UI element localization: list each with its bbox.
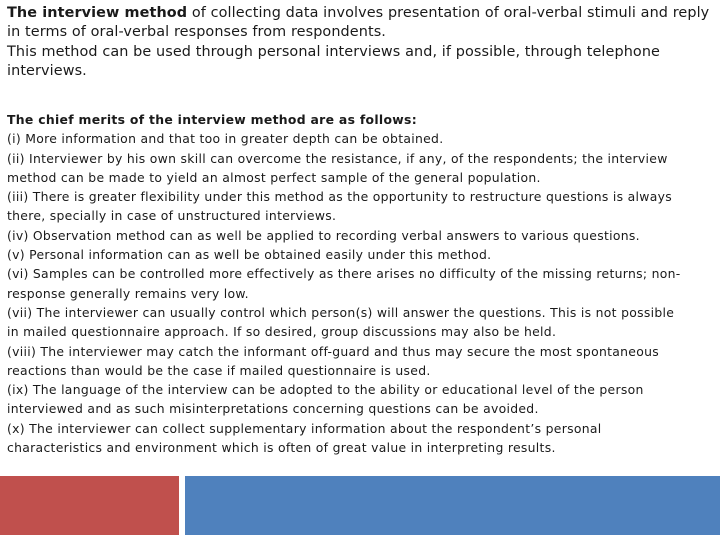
merit-item: (iv) Observation method can as well be applied to recording verbal answers to various questions. [7,227,640,243]
footer-bar-blue [185,476,720,535]
intro-block [7,4,715,81]
footer-bar-red [0,476,179,535]
merits-heading: The chief merits of the interview method are as follows: [7,112,417,127]
merit-item: (v) Personal information can as well be obtained easily under this method. [7,247,492,263]
merit-item: (iii) There is greater flexibility under this method as the opportunity to restructure questions is always there, specially in case of unstructured interviews. [7,189,672,224]
intro-paragraph-2: This method can be used through personal interviews and, if possible, through telephone interviews. [7,43,661,79]
merit-item: (x) The interviewer can collect supplementary information about the respondent’s personal characteristics and environment which is often of great value in interpreting results. [7,420,602,456]
merit-item: (ii) Interviewer by his own skill can overcome the resistance, if any, of the respondents; the interview method can be made to yield an almost perfect sample of the general population. [7,150,668,185]
footer-bar [0,476,720,535]
intro-lead: The interview method [7,5,188,21]
intro-paragraph [7,4,715,43]
merits-block [7,110,687,457]
intro-text: of collecting data involves presentation of oral-verbal stimuli and reply in terms of oral-verbal responses from respondents. [7,5,710,41]
merit-item: (vii) The interviewer can usually control which person(s) will answer the questions. This is not possible in mailed questionnaire approach. If so desired, group discussions may also be held. [7,304,675,340]
merit-item: (i) More information and that too in greater depth can be obtained. [7,131,444,147]
merit-item: (ix) The language of the interview can be adopted to the ability or educational level of the person interviewed and as such misinterpretations concerning questions can be avoided. [7,382,644,417]
merit-item: (viii) The interviewer may catch the informant off-guard and thus may secure the most spontaneous reactions than would be the case if mailed questionnaire is used. [7,343,660,378]
merit-item: (vi) Samples can be controlled more effectively as there arises no difficulty of the missing returns; non-response generally remains very low. [7,266,681,301]
